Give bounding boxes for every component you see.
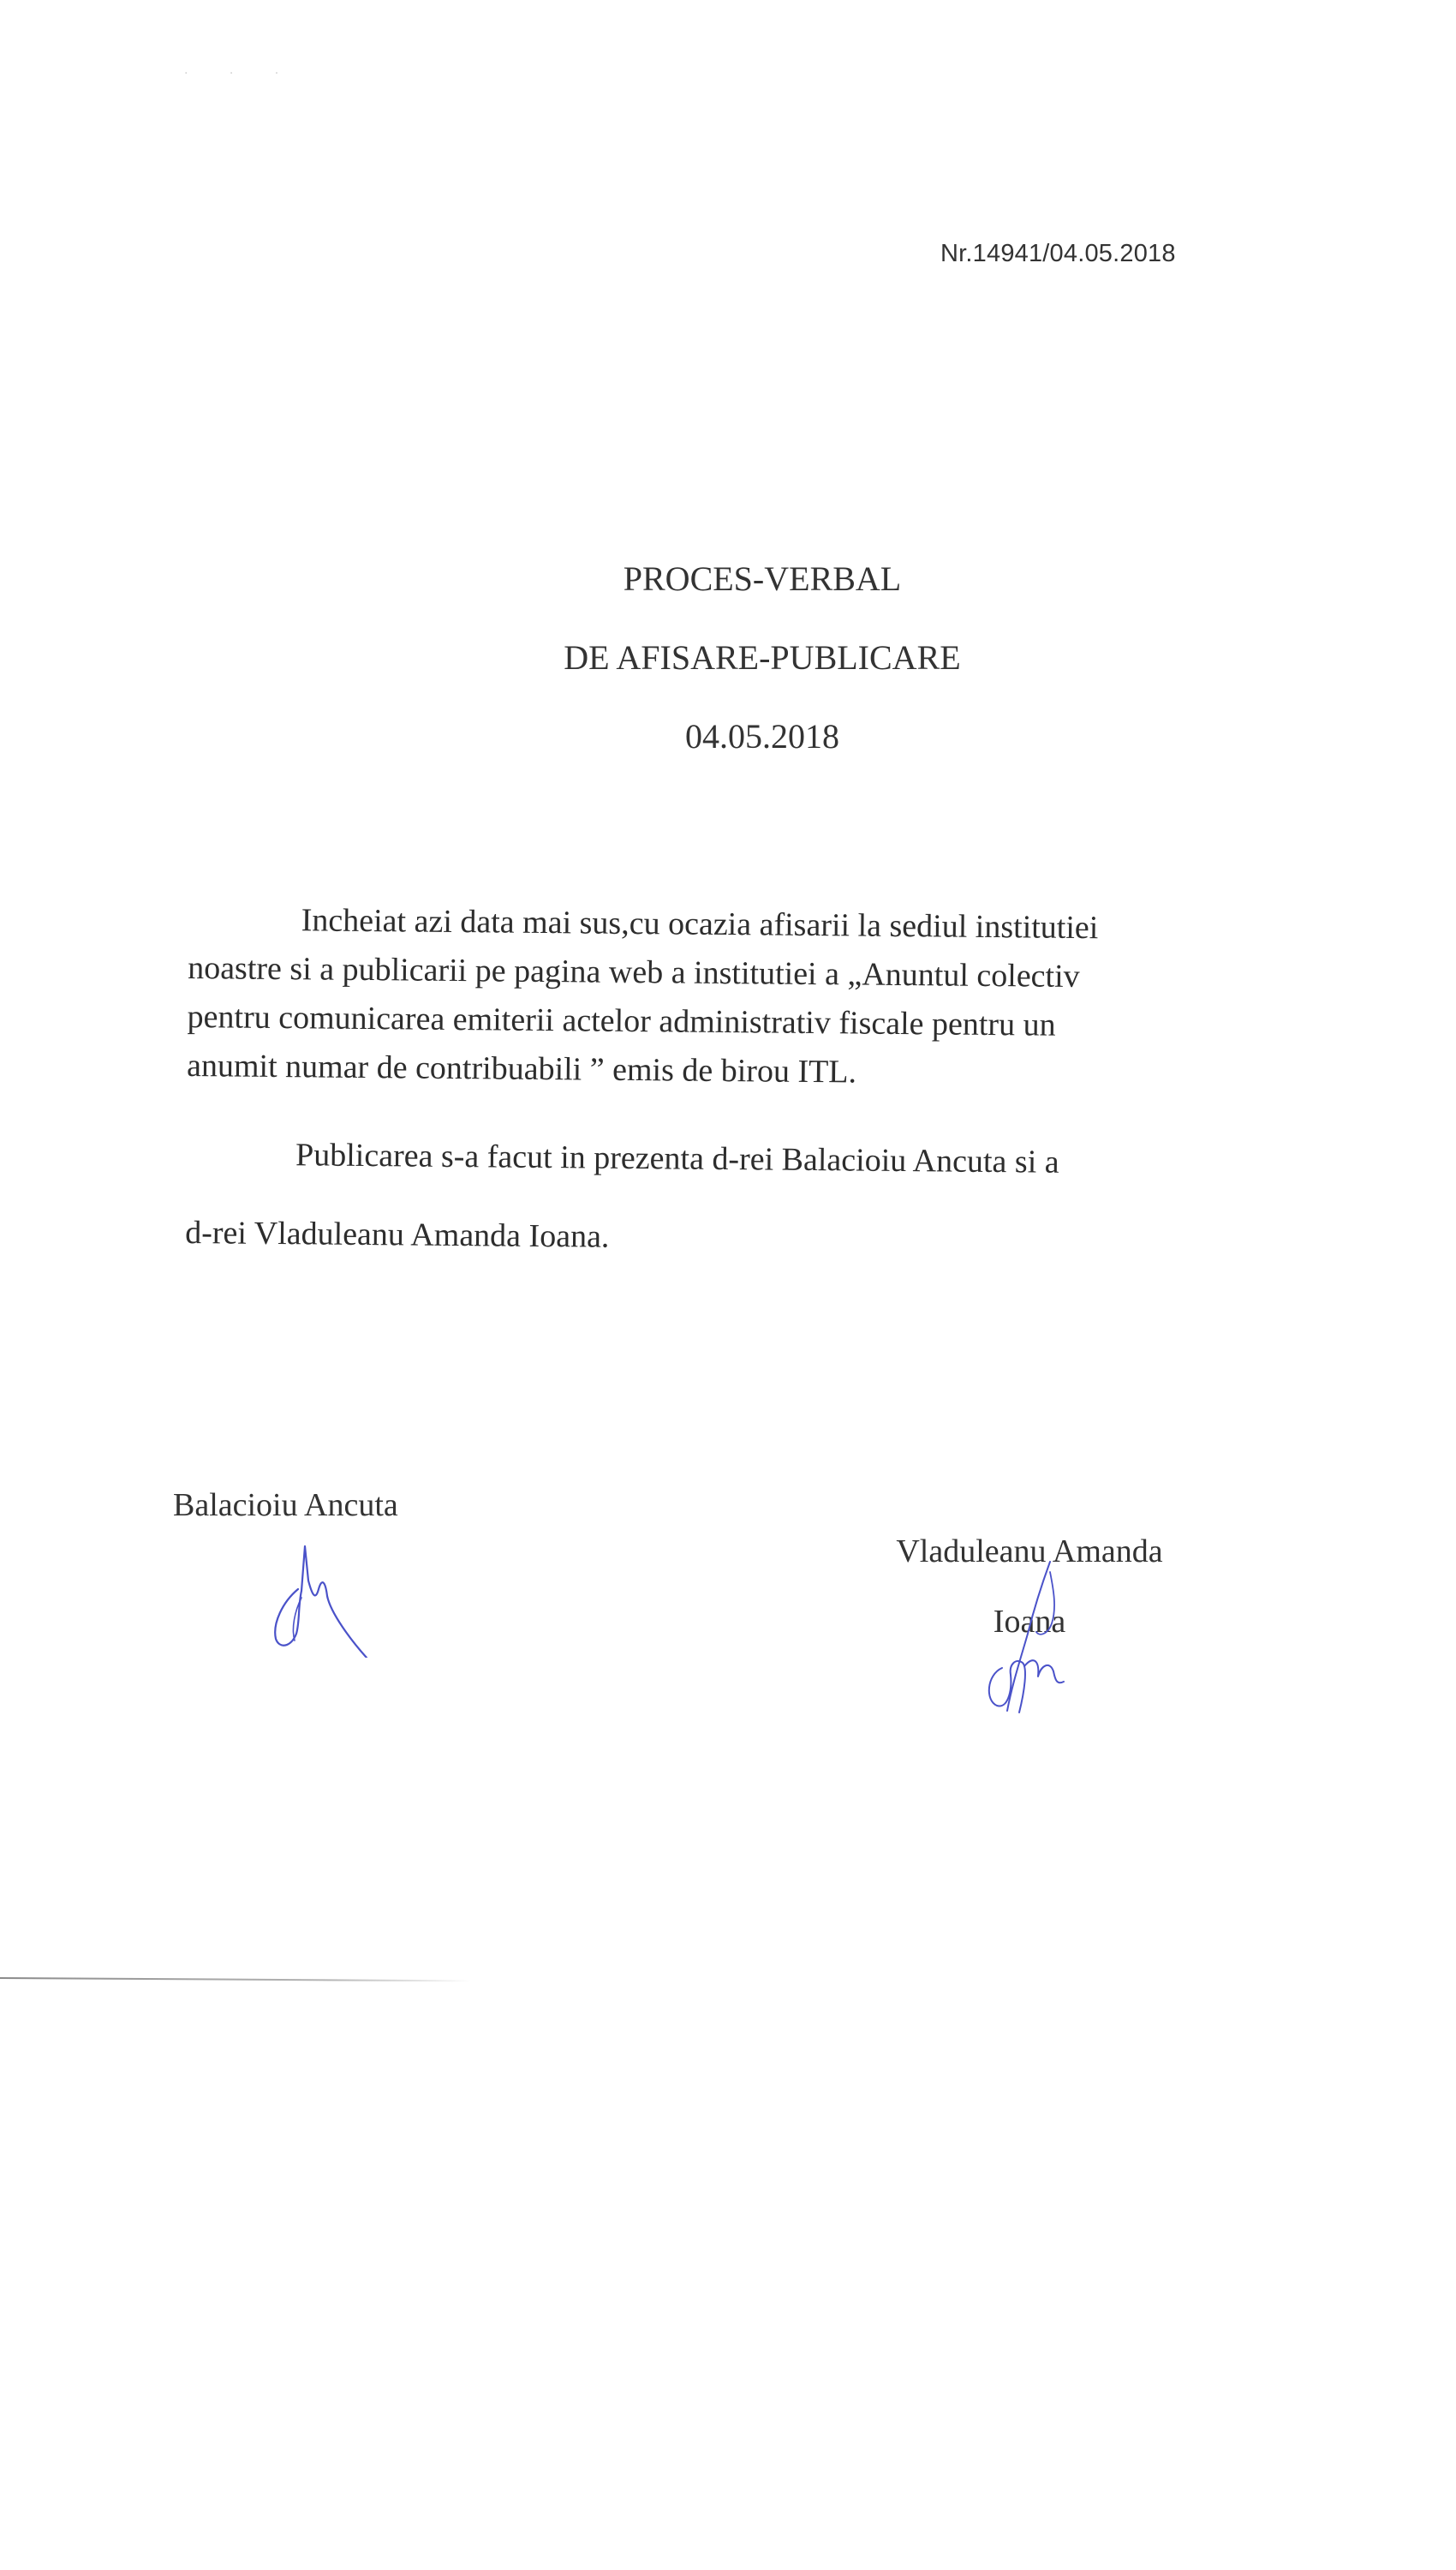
paragraph-line: Incheiat azi data mai sus,cu ocazia afisarii la sediul institutiei [301, 902, 1099, 947]
paragraph-line: anumit numar de contribuabili ” emis de birou ITL. [186, 1047, 857, 1091]
document-title [488, 540, 1036, 776]
paragraph-line: pentru comunicarea emiterii actelor administrativ fiscale pentru un [187, 998, 1056, 1043]
scan-edge-line [0, 1977, 471, 1981]
paragraph-line: d-rei Vladuleanu Amanda Ioana. [185, 1214, 610, 1255]
document-number: Nr.14941/04.05.2018 [940, 240, 1176, 267]
signatory-right-name-line: Ioana [993, 1604, 1066, 1640]
title-line-proces-verbal: PROCES-VERBAL [623, 559, 902, 598]
paragraph-witnesses [185, 1115, 1292, 1282]
handwritten-signature-left [257, 1529, 377, 1658]
signatory-right-name-line: Vladuleanu Amanda [896, 1533, 1163, 1569]
document-body [185, 895, 1293, 1282]
paragraph-line: Publicarea s-a facut in prezenta d-rei Balacioiu Ancuta si a [295, 1137, 1059, 1180]
title-line-afisare-publicare: DE AFISARE-PUBLICARE [564, 638, 961, 677]
signatory-left-name: Balacioiu Ancuta [173, 1487, 398, 1523]
handwritten-signature-right [968, 1555, 1088, 1718]
paragraph-announcement [187, 895, 1293, 1101]
paragraph-line: noastre si a publicarii pe pagina web a institutiei a „Anuntul colectiv [187, 949, 1080, 995]
title-line-date: 04.05.2018 [685, 717, 839, 756]
scan-specks: · · · [184, 67, 298, 81]
